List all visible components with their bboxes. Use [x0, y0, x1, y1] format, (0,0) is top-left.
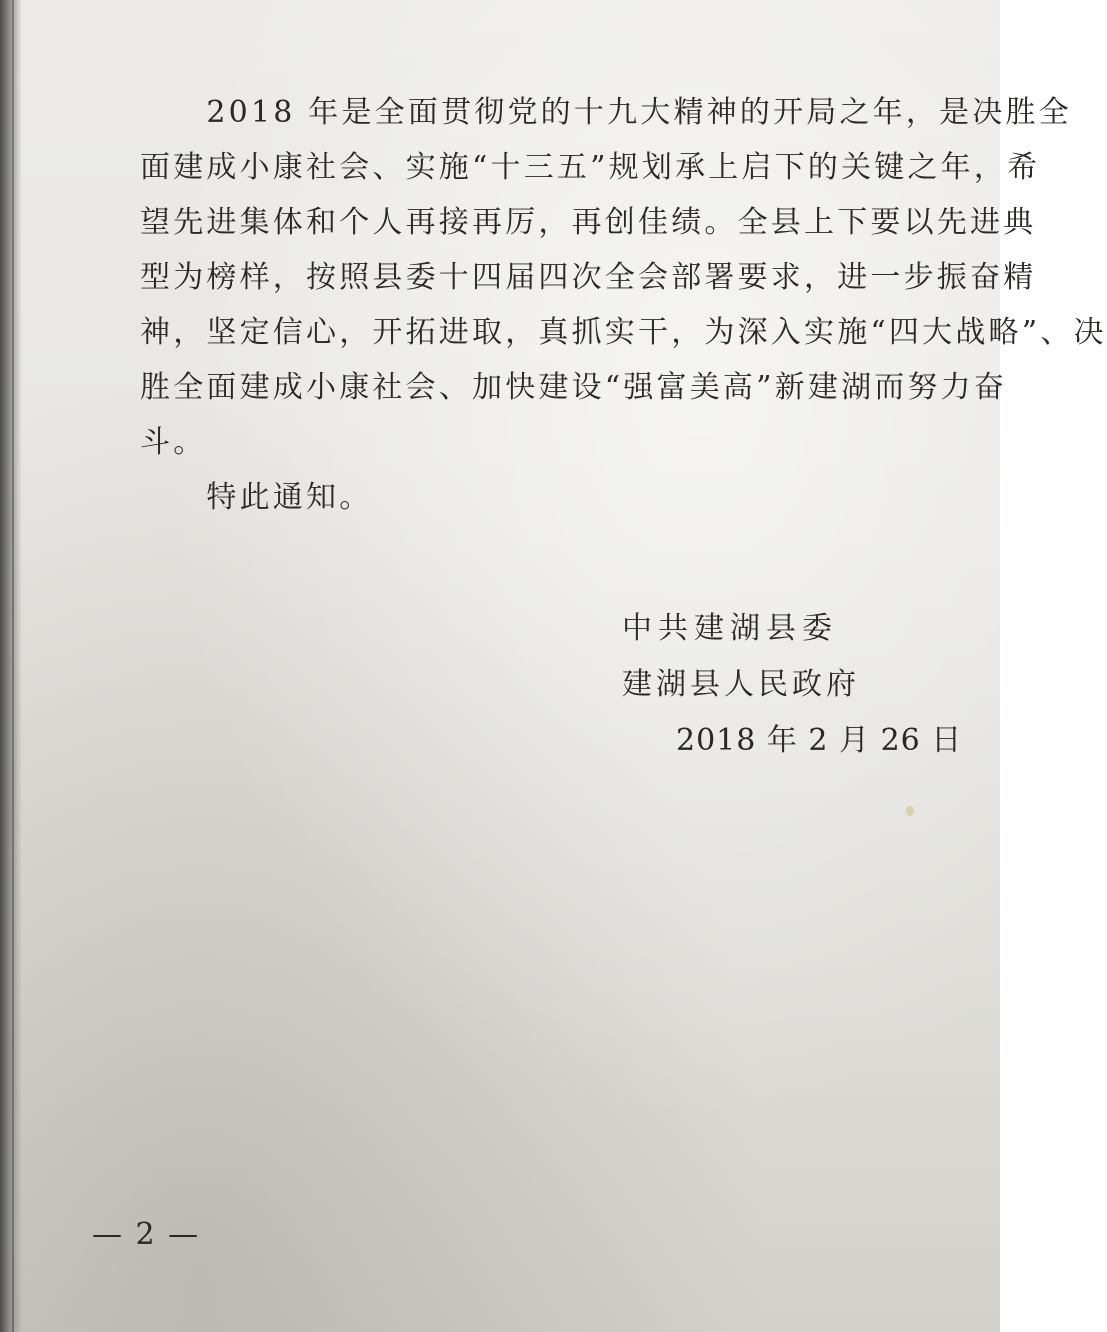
closing-line: 特此通知。	[140, 480, 373, 515]
signature-org-government: 建湖县人民政府	[622, 667, 860, 702]
body-line: 面建成小康社会、实施“十三五”规划承上启下的关键之年，希	[140, 150, 1041, 185]
body-line: 望先进集体和个人再接再厉，再创佳绩。全县上下要以先进典	[140, 205, 1037, 240]
signature-date: 2018 年 2 月 26 日	[676, 723, 963, 758]
binding-edge-line	[12, 0, 14, 1332]
body-line: 胜全面建成小康社会、加快建设“强富美高”新建湖而努力奋	[140, 370, 1008, 405]
body-line: 型为榜样，按照县委十四届四次全会部署要求，进一步振奋精	[140, 260, 1037, 295]
page-number: — 2 —	[92, 1217, 201, 1252]
body-line: 斗。	[140, 425, 207, 460]
signature-org-party-committee: 中共建湖县委	[622, 611, 838, 646]
binding-edge-shadow	[0, 0, 22, 1332]
paper-stain	[906, 806, 914, 816]
body-line: 2018 年是全面贯彻党的十九大精神的开局之年，是决胜全	[140, 95, 1072, 130]
body-line: 神，坚定信心，开拓进取，真抓实干，为深入实施“四大战略”、决	[140, 315, 1107, 350]
